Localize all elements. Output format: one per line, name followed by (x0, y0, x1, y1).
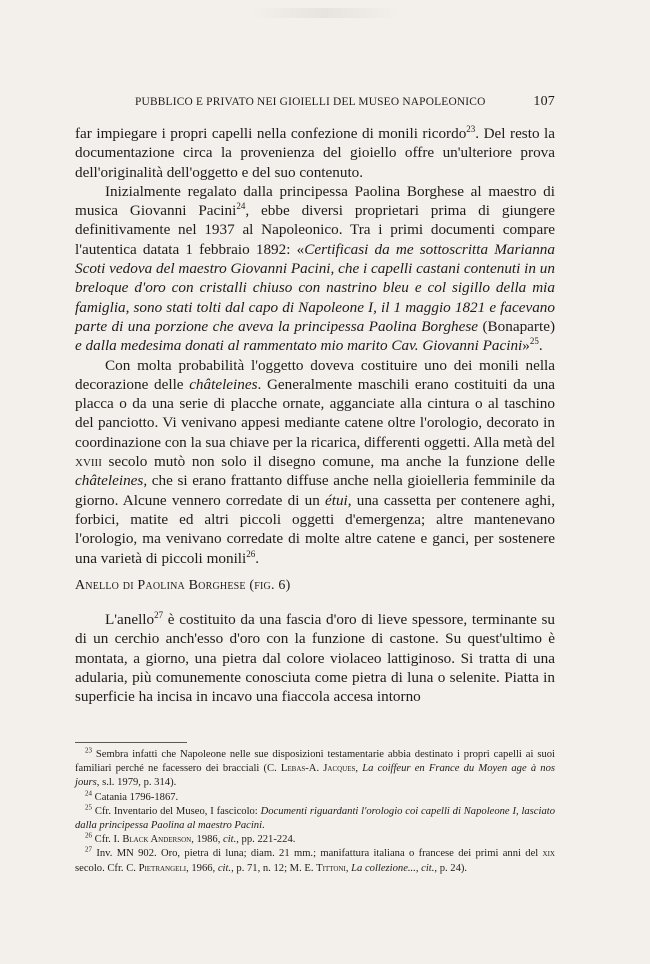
text-run: , 1966, (186, 862, 218, 874)
text-run: Catania 1796-1867. (92, 791, 179, 803)
footnotes (75, 748, 555, 876)
century-numeral: xix (542, 848, 555, 860)
text-run: Inizialmente regalato dalla principessa Paolina Borghese al maestro di musica Giovanni Pacini (75, 182, 555, 220)
text-run: . (262, 820, 265, 832)
document-title: Documenti riguardanti l'orologio coi capelli di Napoleone I, lasciato dalla principessa Paolina al maestro Pacini (75, 805, 555, 832)
footnote (75, 847, 555, 875)
paragraph (75, 124, 555, 182)
book-title: La coiffeur en France du Moyen age à nos jours (75, 763, 555, 789)
italic-term: châteleines (189, 375, 258, 393)
footnote (75, 791, 555, 805)
footnote-number: 25 (85, 803, 92, 812)
text-run: , che si erano frattanto diffuse anche nella gioielleria femminile da giorno. Alcune vennero corredate di un (75, 472, 555, 509)
body-text-bottom (75, 610, 555, 706)
italic-term: étui (324, 491, 348, 509)
author-name: Tittoni (316, 862, 346, 874)
footnote-number: 26 (85, 831, 92, 840)
text-run: , una cassetta per contenere aghi, forbici, matite ed altri piccoli oggetti d'emergenza; altre mantenevano l'orologio, ma venivano corredate di molte altre catene e ganci, per sostenere una varietà di piccoli monili (75, 491, 555, 567)
paragraph (75, 610, 555, 706)
text-run: , (415, 862, 422, 874)
text-run: . Generalmente maschili erano costituiti da una placca o da una serie di placche ornate, agganciate alla cintura o al taschino del panciotto. Vi venivano appesi mediante catene oltre l'orologio, decorato in coordinazione con la sua chiave per la ricarica, differenti oggetti. Alla metà del (75, 375, 556, 451)
text-run: , s.l. 1979, p. 314). (96, 777, 177, 789)
footnote-ref: 25 (529, 336, 539, 347)
bleed-through-mark (250, 8, 400, 18)
author-name: Lebas (280, 763, 306, 775)
text-run: Cfr. Inventario del Museo, I fascicolo: (92, 805, 261, 817)
quotation: e dalla medesima donati al rammentato mio marito Cav. Giovanni Pacini (75, 337, 523, 355)
paragraph (75, 182, 555, 356)
text-run: , (345, 862, 352, 874)
page-number: 107 (533, 94, 555, 109)
text-run: Inv. MN 902. Oro, pietra di luna; diam. 21 mm.; manifattura italiana o francese dei primi anni del (92, 848, 543, 860)
author-name: Black Anderson (122, 834, 192, 846)
text-run: , p. 71, n. 12; M. E. (231, 862, 317, 874)
text-run: . (538, 337, 543, 355)
text-run: » (522, 337, 530, 355)
citation-abbrev: cit. (223, 834, 237, 846)
text-run: . (255, 549, 260, 567)
citation-abbrev: cit. (421, 862, 435, 874)
paragraph (75, 356, 555, 568)
quotation: Certificasi da me sottoscritta Marianna Scoti vedova del maestro Giovanni Pacini, che i capelli castani contenuti in un breloque d'oro con cristalli chiuso con nastrino bleu e col sigillo della mia famiglia, sono stati tolti dal capo di Napoleone I, il 1 maggio 1821 e facevano parte di una porzione che aveva la principessa Paolina Borghese (75, 240, 555, 335)
footnote (75, 805, 555, 833)
footnote-ref: 26 (246, 548, 256, 559)
footnote-number: 23 (85, 746, 92, 755)
text-run: Cfr. I. (92, 834, 123, 846)
text-run: è costituito da una fascia d'oro di lieve spessore, terminante su di un cerchio anch'esso d'oro con la funzione di castone. Su quest'ultimo è montata, a giorno, una pietra dal colore violaceo lattiginoso. Si tratta di una adularia, più comunemente conosciuta come pietra di luna o selenite. Piatta in superficie ha incisa in incavo una fiaccola accesa intorno (75, 611, 555, 706)
book-title: La collezione... (351, 862, 416, 874)
footnote-ref: 27 (154, 609, 164, 620)
text-run: secolo mutò non solo il disegno comune, ma anche la funzione delle (101, 453, 555, 471)
text-run: secolo. Cfr. C. (75, 862, 139, 874)
century-numeral: xviii (75, 453, 102, 471)
text-run: , p. 24). (434, 862, 468, 874)
text-run: far impiegare i propri capelli nella confezione di monili ricordo (75, 125, 467, 142)
text-run: , (355, 763, 363, 775)
italic-term: châteleines (75, 472, 144, 490)
text-run: Con molta probabilità l'oggetto doveva costituire uno dei monili nella decorazione delle (75, 356, 555, 393)
text-run: (Bonaparte) (478, 317, 556, 335)
footnote-ref: 23 (466, 123, 476, 134)
footnote-ref: 24 (236, 201, 246, 212)
text-run: , ebbe diversi proprietari prima di giungere definitivamente nel 1937 al Napoleonico. Tra i primi documenti compare l'autentica datata 1 febbraio 1892: « (75, 202, 555, 258)
text-run: . Del resto la documentazione circa la provenienza del gioiello offre un'ulteriore prova dell'originalità dell'oggetto e del suo contenuto. (75, 125, 555, 181)
footnote (75, 748, 555, 791)
footnote-number: 27 (85, 845, 92, 854)
citation-abbrev: cit. (217, 862, 232, 874)
footnote-number: 24 (85, 789, 92, 798)
body-text-top (75, 124, 555, 568)
text-run: L'anello (105, 611, 155, 628)
text-run: Sembra infatti che Napoleone nelle sue disposizioni testamentarie abbia destinato i propri capelli ai suoi familiari perché ne facessero dei bracciali (C. (75, 749, 555, 775)
section-heading: Anello di Paolina Borghese (fig. 6) (75, 578, 291, 593)
text-run: -A. (305, 763, 324, 775)
text-run: , pp. 221-224. (236, 834, 296, 846)
footnote (75, 833, 555, 847)
author-name: Jacques (323, 763, 356, 775)
footnote-rule (75, 742, 187, 743)
running-title: PUBBLICO E PRIVATO NEI GIOIELLI DEL MUSEO NAPOLEONICO (135, 96, 486, 108)
author-name: Pietrangeli (138, 862, 187, 874)
text-run: , 1986, (191, 834, 223, 846)
